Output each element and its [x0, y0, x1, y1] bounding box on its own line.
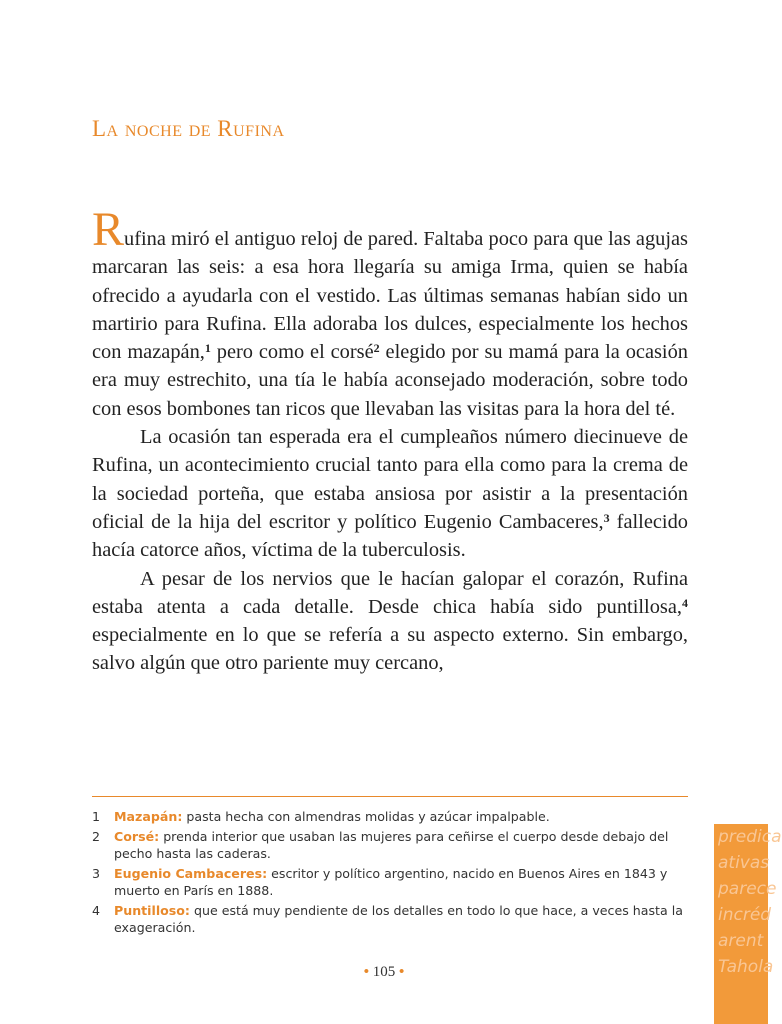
bullet-right: • — [399, 964, 405, 980]
footnote-number: 2 — [92, 829, 101, 844]
footnote-number: 4 — [92, 903, 101, 918]
body-text — [92, 203, 688, 678]
footnote-divider — [92, 796, 688, 797]
paragraph-1 — [92, 203, 688, 423]
side-tab-word: parece — [718, 879, 777, 899]
paragraph-text: ufina miró el antiguo reloj de pared. Faltaba poco para que las agujas marcaran las seis: a esa hora llegaría su amiga Irma, quien se había ofrecido a ayudarla con el vestido. Las últimas semanas habían sido un martirio para Rufina. Ella adoraba los dulces, especialmente los hechos con mazapán, — [92, 228, 688, 364]
paragraph-3 — [92, 565, 688, 678]
page-number-value: 105 — [372, 964, 396, 980]
footnote-ref: 2 — [373, 341, 380, 356]
footnote-number: 1 — [92, 809, 101, 824]
footnotes — [92, 808, 692, 939]
footnote — [92, 865, 692, 899]
paragraph-text: A pesar de los nervios que le hacían galopar el corazón, Rufina estaba atenta a cada detalle. Desde chica había sido puntillosa, — [92, 567, 688, 618]
paragraph-text: elegido por su mamá para la ocasión era muy estrechito, una tía le había aconsejado moderación, sobre todo con esos bombones tan ricos que llevaban las visitas para la hora del té. — [92, 341, 688, 420]
paragraph-text: especialmente en lo que se refería a su aspecto externo. Sin embargo, salvo algún que otro pariente muy cercano, — [92, 624, 688, 675]
paragraph-text: fallecido hacía catorce años, víctima de la tuberculosis. — [92, 510, 688, 562]
paragraph-text: pero como el corsé — [210, 341, 374, 364]
chapter-title: La noche de Rufina — [92, 116, 285, 141]
footnote-term: Corsé: — [114, 829, 160, 844]
side-tab-word: ativas — [718, 853, 770, 873]
footnote-text: prenda interior que usaban las mujeres para ceñirse el cuerpo desde debajo del pecho hasta las caderas. — [114, 829, 669, 861]
bullet-left: • — [363, 964, 369, 980]
paragraph-2 — [92, 423, 688, 564]
footnote-text: que está muy pendiente de los detalles en todo lo que hace, a veces hasta la exageración. — [114, 903, 683, 935]
footnote-term: Eugenio Cambaceres: — [114, 866, 268, 881]
footnote — [92, 828, 692, 862]
footnote-ref: 3 — [603, 510, 610, 525]
side-tab-word: incréd — [718, 905, 772, 925]
footnote-term: Puntilloso: — [114, 903, 190, 918]
side-tab-decoration — [714, 824, 782, 1024]
page-number — [0, 964, 768, 981]
footnote-term: Mazapán: — [114, 809, 183, 824]
drop-cap: R — [92, 203, 125, 256]
footnote — [92, 808, 692, 825]
side-tab-word: Tahola — [718, 957, 774, 977]
footnote — [92, 902, 692, 936]
side-tab-word: arent — [718, 931, 764, 951]
footnote-number: 3 — [92, 866, 101, 881]
footnote-text: escritor y político argentino, nacido en Buenos Aires en 1843 y muerto en París en 1888. — [114, 866, 668, 898]
paragraph-text: La ocasión tan esperada era el cumpleaños número diecinueve de Rufina, un acontecimiento crucial tanto para ella como para la crema de la sociedad porteña, que estaba ansiosa por asistir a la presentación oficial de la hija del escritor y político Eugenio Cambaceres, — [92, 426, 688, 533]
footnote-ref: 1 — [204, 341, 211, 356]
footnote-ref: 4 — [682, 595, 688, 610]
footnote-text: pasta hecha con almendras molidas y azúcar impalpable. — [182, 809, 550, 824]
side-tab-word: predica — [718, 827, 782, 847]
